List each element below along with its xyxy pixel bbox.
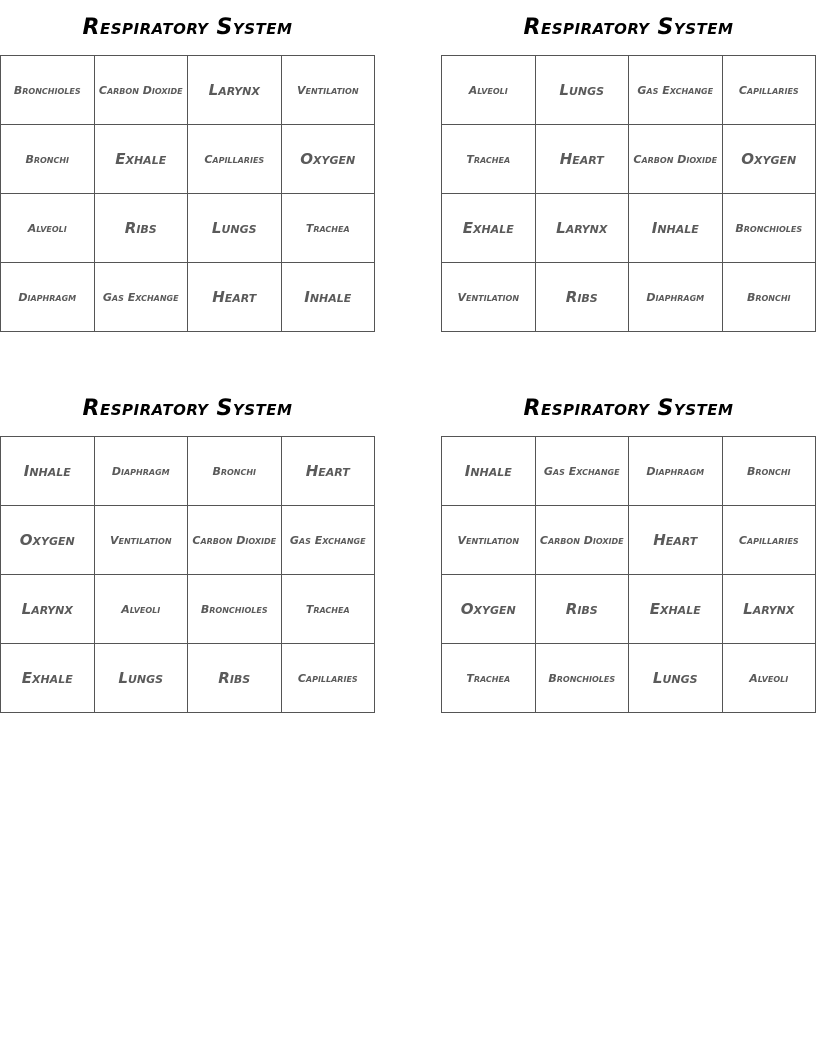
grid-cell: Carbon Dioxide <box>94 56 188 125</box>
grid-cell: Capillaries <box>188 125 282 194</box>
grid-cell: Inhale <box>629 194 723 263</box>
bingo-grid <box>0 436 375 713</box>
card-title: Respiratory System <box>523 396 734 421</box>
grid-cell: Bronchioles <box>1 56 95 125</box>
grid-row <box>1 125 375 194</box>
grid-cell: Exhale <box>1 644 95 713</box>
grid-row <box>1 56 375 125</box>
grid-cell: Larynx <box>535 194 629 263</box>
grid-cell: Trachea <box>442 644 536 713</box>
grid-cell: Heart <box>629 506 723 575</box>
grid-cell: Ribs <box>188 644 282 713</box>
grid-cell: Oxygen <box>281 125 375 194</box>
bingo-grid <box>0 55 375 332</box>
grid-cell: Ribs <box>535 575 629 644</box>
grid-cell: Ventilation <box>442 506 536 575</box>
grid-row <box>442 437 816 506</box>
grid-cell: Alveoli <box>722 644 816 713</box>
card-title: Respiratory System <box>82 15 293 40</box>
grid-row <box>1 506 375 575</box>
grid-cell: Exhale <box>629 575 723 644</box>
grid-cell: Ventilation <box>94 506 188 575</box>
grid-cell: Ribs <box>535 263 629 332</box>
grid-cell: Oxygen <box>1 506 95 575</box>
grid-cell: Larynx <box>1 575 95 644</box>
grid-cell: Inhale <box>442 437 536 506</box>
grid-cell: Ribs <box>94 194 188 263</box>
grid-row <box>442 506 816 575</box>
grid-cell: Trachea <box>281 194 375 263</box>
grid-cell: Bronchi <box>1 125 95 194</box>
grid-cell: Alveoli <box>442 56 536 125</box>
grid-cell: Lungs <box>94 644 188 713</box>
grid-cell: Ventilation <box>281 56 375 125</box>
grid-cell: Bronchioles <box>722 194 816 263</box>
grid-row <box>442 575 816 644</box>
grid-cell: Capillaries <box>281 644 375 713</box>
grid-cell: Diaphragm <box>94 437 188 506</box>
grid-cell: Lungs <box>535 56 629 125</box>
bingo-card-2 <box>441 0 816 332</box>
bingo-card-1 <box>0 0 375 332</box>
grid-cell: Diaphragm <box>629 263 723 332</box>
grid-cell: Ventilation <box>442 263 536 332</box>
bingo-card-4 <box>441 381 816 713</box>
grid-row <box>442 263 816 332</box>
grid-row <box>1 575 375 644</box>
card-title: Respiratory System <box>523 15 734 40</box>
grid-cell: Alveoli <box>1 194 95 263</box>
grid-row <box>442 56 816 125</box>
grid-cell: Inhale <box>281 263 375 332</box>
grid-cell: Carbon Dioxide <box>535 506 629 575</box>
grid-cell: Heart <box>188 263 282 332</box>
grid-cell: Diaphragm <box>629 437 723 506</box>
grid-cell: Carbon Dioxide <box>629 125 723 194</box>
grid-row <box>442 194 816 263</box>
grid-cell: Gas Exchange <box>94 263 188 332</box>
grid-cell: Gas Exchange <box>281 506 375 575</box>
grid-cell: Bronchioles <box>535 644 629 713</box>
grid-cell: Bronchi <box>188 437 282 506</box>
bingo-grid <box>441 55 816 332</box>
grid-row <box>1 644 375 713</box>
grid-cell: Inhale <box>1 437 95 506</box>
grid-cell: Lungs <box>188 194 282 263</box>
grid-row <box>442 644 816 713</box>
grid-cell: Larynx <box>722 575 816 644</box>
bingo-grid <box>441 436 816 713</box>
grid-cell: Gas Exchange <box>629 56 723 125</box>
card-title: Respiratory System <box>82 396 293 421</box>
grid-cell: Capillaries <box>722 56 816 125</box>
grid-cell: Oxygen <box>722 125 816 194</box>
grid-cell: Lungs <box>629 644 723 713</box>
grid-cell: Alveoli <box>94 575 188 644</box>
grid-cell: Bronchi <box>722 437 816 506</box>
grid-cell: Larynx <box>188 56 282 125</box>
grid-cell: Gas Exchange <box>535 437 629 506</box>
grid-cell: Capillaries <box>722 506 816 575</box>
grid-cell: Exhale <box>442 194 536 263</box>
grid-cell: Trachea <box>281 575 375 644</box>
grid-row <box>1 263 375 332</box>
grid-cell: Oxygen <box>442 575 536 644</box>
bingo-card-3 <box>0 381 375 713</box>
grid-row <box>442 125 816 194</box>
grid-cell: Exhale <box>94 125 188 194</box>
grid-cell: Heart <box>281 437 375 506</box>
grid-row <box>1 437 375 506</box>
grid-cell: Bronchioles <box>188 575 282 644</box>
grid-cell: Heart <box>535 125 629 194</box>
grid-cell: Bronchi <box>722 263 816 332</box>
grid-cell: Carbon Dioxide <box>188 506 282 575</box>
grid-cell: Trachea <box>442 125 536 194</box>
grid-row <box>1 194 375 263</box>
grid-cell: Diaphragm <box>1 263 95 332</box>
